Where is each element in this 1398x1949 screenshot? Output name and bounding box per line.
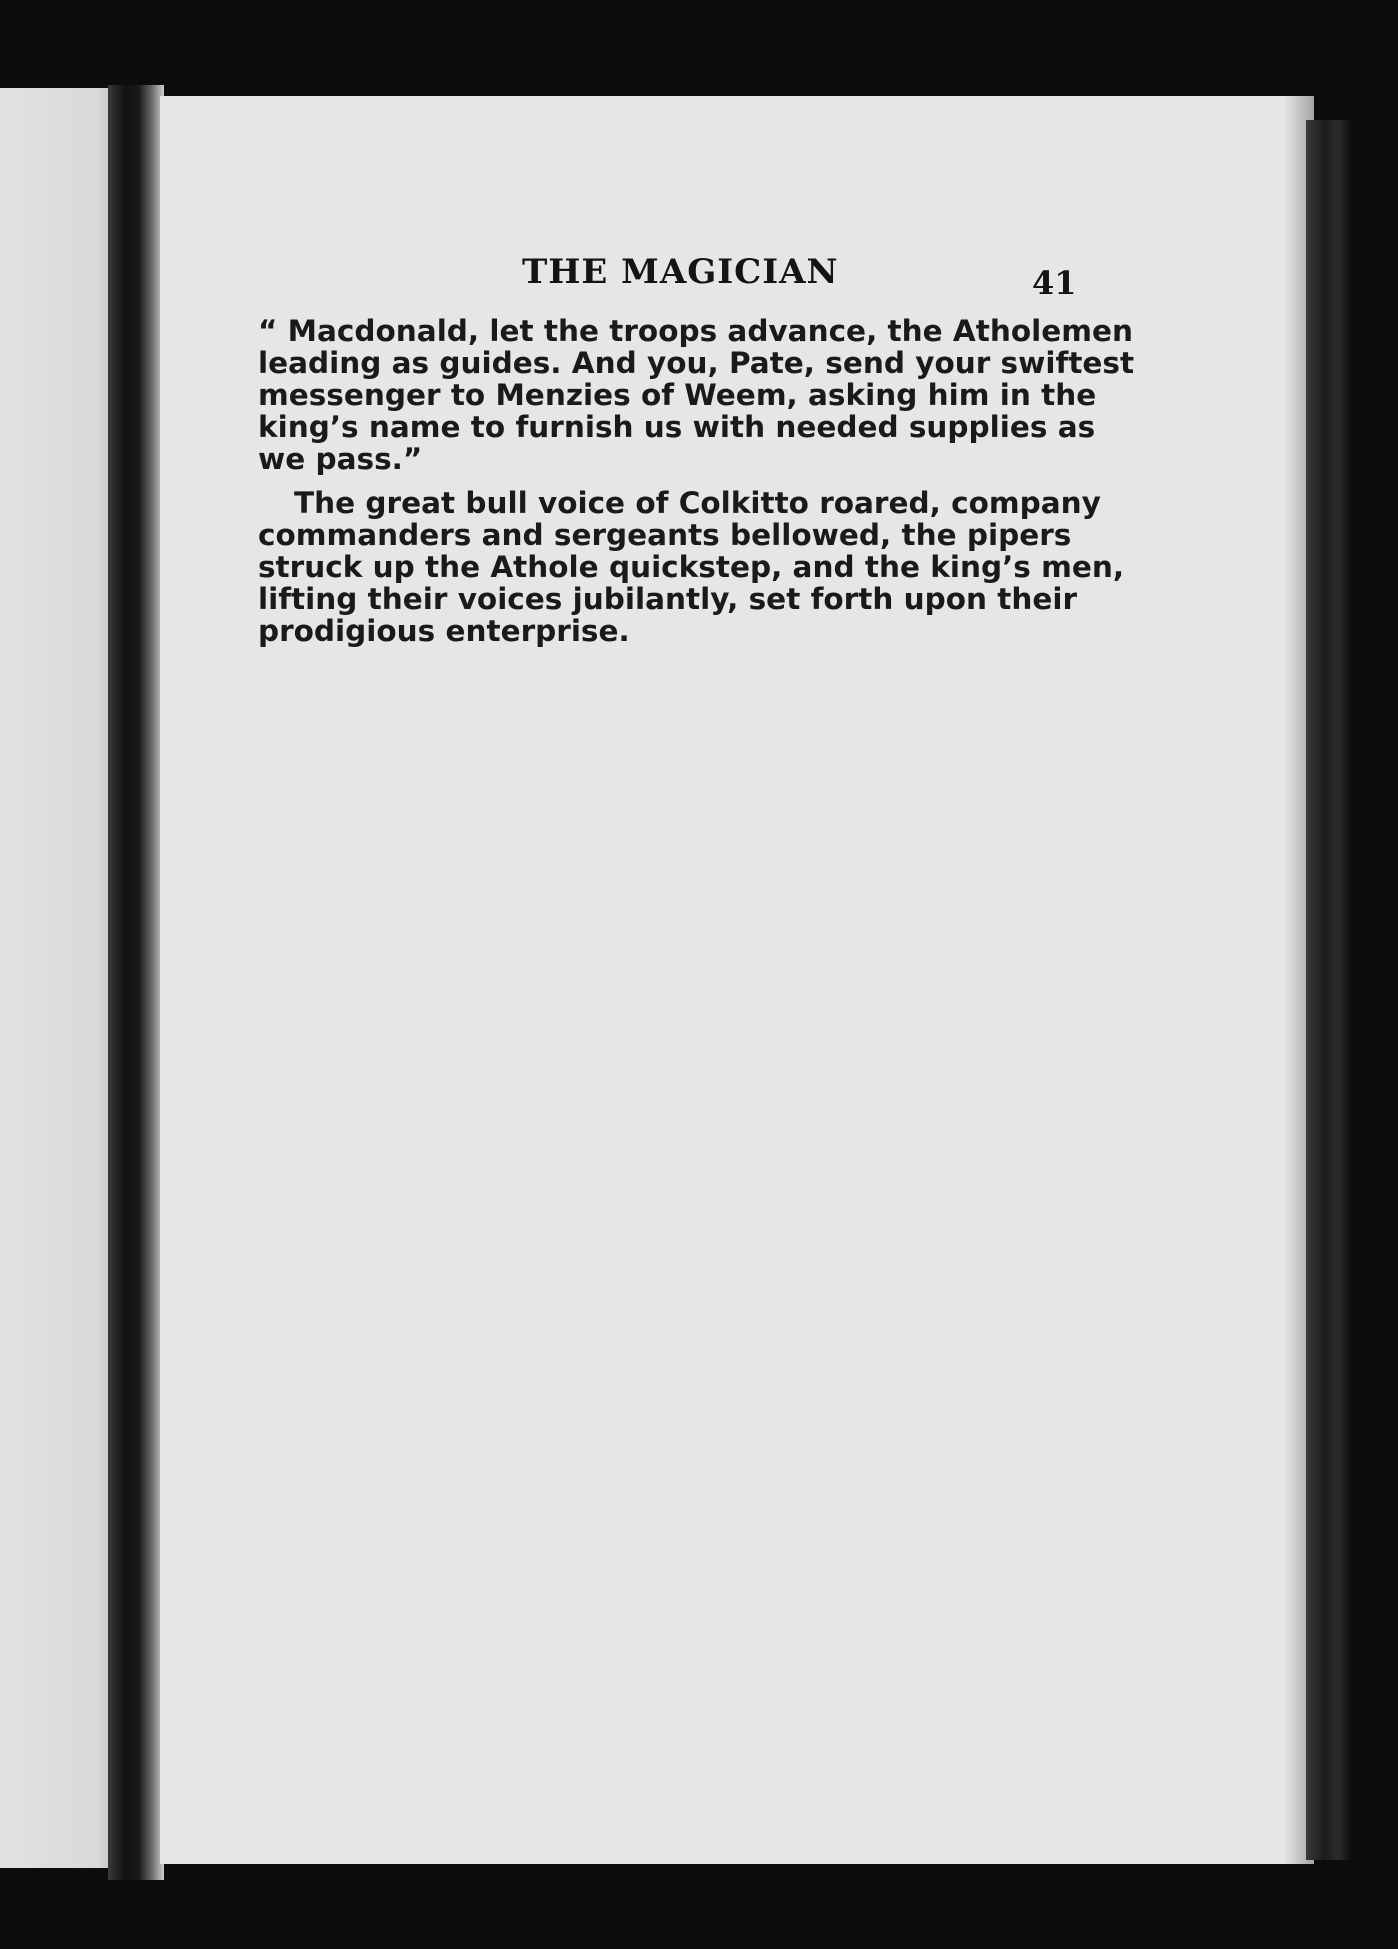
book-block-edge [1306, 120, 1352, 1860]
text-line: lifting their voices jubilantly, set forth upon their [258, 582, 1078, 616]
paragraph-2 [258, 486, 1125, 648]
text-line: messenger to Menzies of Weem, asking him in the [258, 378, 1097, 412]
text-line: king’s name to furnish us with needed supplies as [258, 410, 1096, 444]
page-number: 41 [1032, 264, 1077, 302]
running-title: THE MAGICIAN [522, 252, 839, 292]
text-line: we pass.” [258, 442, 423, 476]
text-line: leading as guides. And you, Pate, send your swiftest [258, 346, 1135, 380]
book-gutter-shadow [108, 85, 164, 1880]
paragraph-1 [258, 314, 1135, 476]
page-header [0, 252, 1398, 302]
text-line: prodigious enterprise. [258, 614, 630, 648]
previous-page-edge [0, 88, 122, 1868]
text-line: The great bull voice of Colkitto roared, company [294, 486, 1101, 520]
text-line: commanders and sergeants bellowed, the pipers [258, 518, 1072, 552]
text-line: “ Macdonald, let the troops advance, the Atholemen [258, 314, 1133, 348]
text-line: struck up the Athole quickstep, and the king’s men, [258, 550, 1125, 584]
body-text [258, 314, 1135, 648]
